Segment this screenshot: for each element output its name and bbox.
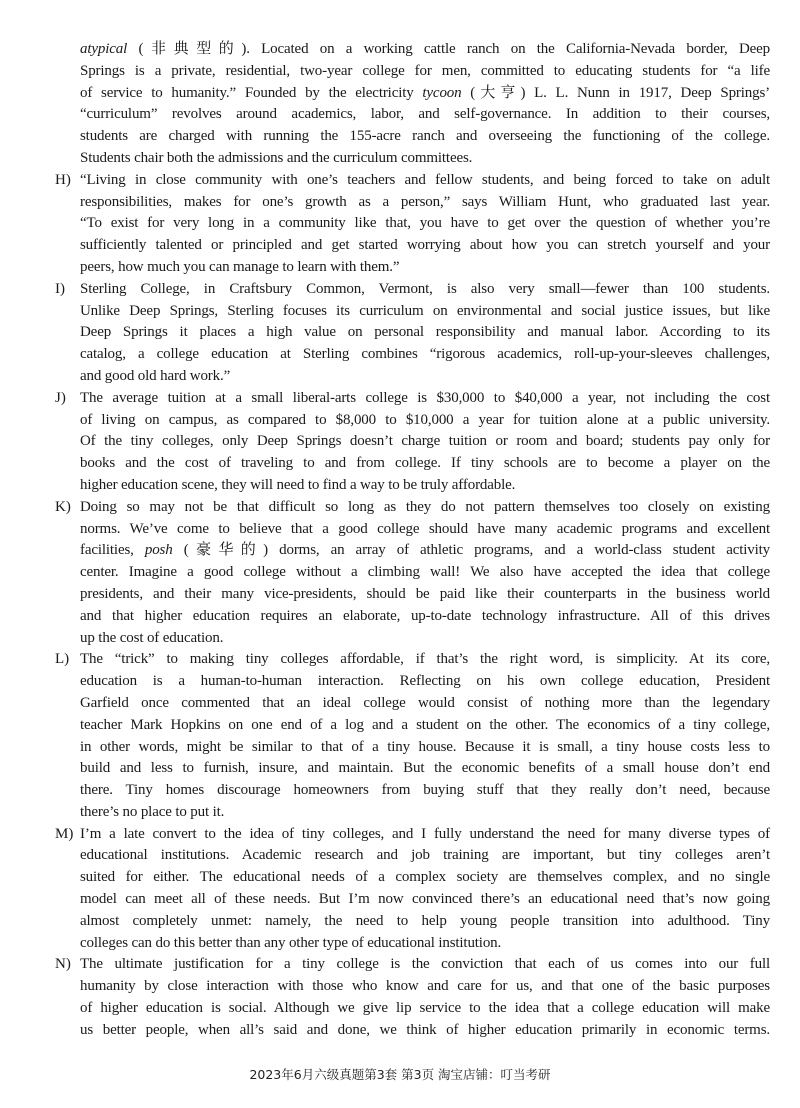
paragraph-label: H) [55,171,71,188]
text-line: center. Imagine a good college without a climbing wall! We also have accepted the idea that college [80,564,770,581]
text-line: Springs is a private, residential, two-year college for men, committed to educating students for “a life [80,62,770,79]
text-line: and good old hard work.” [80,367,231,384]
text-line: model can meet all of these needs. But I’m now convinced there’s an educational need that’s now going [80,891,770,908]
text-line [80,83,770,105]
text-line: The ultimate justification for a tiny college is the conviction that each of us comes into our full [80,956,770,973]
text-line: “curriculum” revolves around academics, labor, and self-governance. In addition to their courses, [80,106,770,123]
text-segment: (非典型的). Located on a working cattle ranch on the California-Nevada border, Deep [127,41,770,57]
document-body [0,39,800,1042]
text-line: education is a human-to-human interaction. Reflecting on his own college education, President [80,673,770,690]
text-line: responsibilities, makes for one’s growth as a person,” says William Hunt, who graduated last year. [80,193,770,210]
text-line: catalog, a college education at Sterling combines “rigorous academics, roll-up-your-sleeves challenges, [80,346,770,363]
text-line: us better people, when all’s said and done, we think of higher education primarily in economic terms. [80,1021,770,1038]
text-line [80,39,770,61]
text-line: higher education scene, they will need to find a way to be truly affordable. [80,476,516,493]
text-line: and that higher education requires an elaborate, up-to-date technology infrastructure. All of this drives [80,607,770,624]
text-line: sufficiently talented or principled and get started worrying about how you can stretch yourself and your [80,237,770,254]
text-line [80,540,770,562]
text-segment: (豪华的) dorms, an array of athletic programs, and a world-class student activity [172,542,770,559]
paragraph-label: L) [55,651,70,668]
text-line: “Living in close community with one’s teachers and fellow students, and being forced to take on adult [80,171,770,188]
text-line: presidents, and their many vice-presidents, should be paid like their counterparts in the business world [80,585,770,602]
paragraph-label: M) [55,825,74,842]
paragraph-L [0,649,800,823]
text-line: Unlike Deep Springs, Sterling focuses its curriculum on environmental and social justice issues, but like [80,302,770,319]
text-line: Sterling College, in Craftsbury Common, Vermont, is also very small—fewer than 100 students. [80,280,770,297]
paragraph-label: K) [55,498,71,515]
paragraph-H [0,170,800,279]
text-line: teacher Mark Hopkins on one end of a log and a student on the other. The economics of a tiny college, [80,716,770,733]
italic-term: atypical [80,41,128,57]
text-line: there’s no place to put it. [80,803,225,820]
text-segment: (大亨) L. L. Nunn in 1917, Deep Springs’ [461,84,771,101]
text-line: suited for either. The educational needs of a complex society are themselves complex, and no single [80,869,770,886]
text-line: build and less to furnish, insure, and maintain. But the economic benefits of a small house don’t end [80,760,770,777]
text-line: of living on campus, as compared to $8,000 to $10,000 a year for tuition alone at a public university. [80,411,770,428]
text-line: Doing so may not be that difficult so long as they do not pattern themselves too closely on existing [80,498,770,515]
text-line: The “trick” to making tiny colleges affordable, if that’s the right word, is simplicity. At its core, [80,651,770,668]
text-line: there. Tiny homes discourage homeowners from buying stuff that they really don’t need, because [80,782,770,799]
text-line: “To exist for very long in a community like that, you have to get over the question of whether you’re [80,215,770,232]
text-line: almost completely unmet: namely, the need to help young people transition into adulthood. Tiny [80,912,770,929]
paragraph-N [0,954,800,1041]
text-line: norms. We’ve come to believe that a good college should have many academic programs and excellent [80,520,770,537]
text-line: up the cost of education. [80,629,224,646]
italic-term: tycoon [422,84,462,101]
paragraph-I [0,279,800,388]
paragraph-J [0,388,800,497]
page-footer: 2023年6月六级真题第3套 第3页 淘宝店铺：叮当考研 [249,1067,551,1082]
paragraph-K [0,497,800,650]
text-line: The average tuition at a small liberal-arts college is $30,000 to $40,000 a year, not including the cost [80,389,770,406]
text-line: humanity by close interaction with those who know and care for us, and that one of the basic purposes [80,978,770,995]
paragraph-label: J) [55,389,66,406]
text-line: Garfield once commented that an ideal college would consist of nothing more than the legendary [80,694,770,711]
text-line: Students chair both the admissions and the curriculum committees. [80,149,473,166]
paragraph-label: N) [55,956,71,973]
text-line: peers, how much you can manage to learn with them.” [80,258,400,275]
text-line: colleges can do this better than any other type of educational institution. [80,934,502,951]
text-segment: of service to humanity.” Founded by the electricity [80,84,423,101]
text-line: books and the cost of traveling to and from college. If tiny schools are to become a player on the [80,455,770,472]
text-segment: facilities, [80,542,145,559]
text-line: educational institutions. Academic research and job training are important, but tiny colleges aren’t [80,847,770,864]
text-line: I’m a late convert to the idea of tiny colleges, and I fully understand the need for many diverse types of [80,825,770,842]
text-line: Deep Springs it places a high value on personal responsibility and manual labor. According to its [80,324,770,341]
text-line: of higher education is social. Although we give lip service to the idea that a college education will make [80,1000,770,1017]
paragraph-continued [0,39,800,170]
italic-term: posh [144,542,173,559]
text-line: students are charged with running the 155-acre ranch and overseeing the functioning of the college. [80,128,770,145]
text-line: Of the tiny colleges, only Deep Springs doesn’t charge tuition or room and board; students pay only for [80,433,770,450]
paragraph-label: I) [55,280,65,297]
paragraph-M [0,824,800,955]
text-line: in other words, might be similar to that of a tiny house. Because it is small, a tiny house costs less to [80,738,770,755]
